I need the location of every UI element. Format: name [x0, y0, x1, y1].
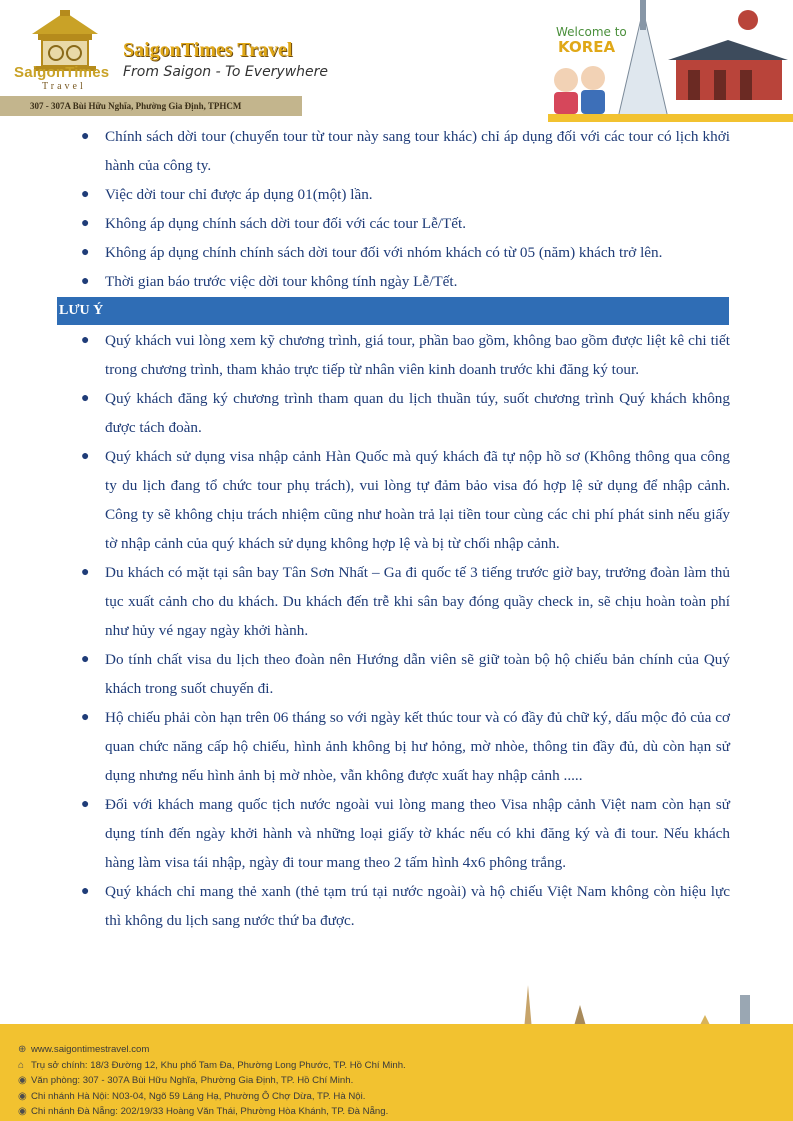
footer-contact — [18, 1042, 406, 1120]
list-item: ● Không áp dụng chính chính sách dời tour đối với nhóm khách có từ 05 (năm) khách trở lên. — [60, 238, 730, 267]
list-item: ● Quý khách đăng ký chương trình tham quan du lịch thuần túy, suốt chương trình Quý khách không được tách đoàn. — [60, 384, 730, 442]
bullet-icon: ● — [81, 797, 90, 812]
notes-list — [60, 326, 730, 935]
section-title-note: LƯU Ý — [57, 297, 729, 325]
bullet-icon: ● — [81, 565, 90, 580]
home-icon: ⌂ — [18, 1059, 25, 1071]
list-item: ● Quý khách vui lòng xem kỹ chương trình, giá tour, phần bao gồm, không bao gồm được liệt kê chi tiết trong chương trình, tham khảo trực tiếp từ nhân viên kinh doanh trước khi đăng ký tour. — [60, 326, 730, 384]
welcome-text: Welcome to — [556, 25, 627, 39]
list-item: ● Du khách có mặt tại sân bay Tân Sơn Nhất – Ga đi quốc tế 3 tiếng trước giờ bay, trưởng đoàn làm thủ tục xuất cảnh cho du khách. Du khách đến trễ khi sân bay đóng quầy check in, sẽ chịu hoàn toàn phí như hủy vé ngay ngày khởi hành. — [60, 558, 730, 645]
page-footer — [0, 1024, 793, 1121]
footer-danang-line: ◉ Chi nhánh Đà Nẵng: 202/19/33 Hoàng Văn Thái, Phường Hòa Khánh, TP. Đà Nẵng. — [18, 1104, 406, 1120]
korea-text: KOREA — [558, 38, 616, 56]
location-pin-icon: ◉ — [18, 1090, 27, 1102]
page-header — [0, 0, 793, 122]
brand-tagline: From Saigon - To Everywhere — [123, 64, 329, 80]
list-item: ● Không áp dụng chính sách dời tour đối với các tour Lễ/Tết. — [60, 209, 730, 238]
bullet-icon: ● — [81, 245, 90, 260]
bullet-icon: ● — [81, 129, 90, 144]
bullet-icon: ● — [81, 884, 90, 899]
bullet-icon: ● — [81, 391, 90, 406]
header-address: 307 - 307A Bùi Hữu Nghĩa, Phường Gia Định, TPHCM — [0, 96, 302, 116]
logo-wordmark: SaigonTimes — [14, 64, 110, 81]
list-item: ● Do tính chất visa du lịch theo đoàn nên Hướng dẫn viên sẽ giữ toàn bộ hộ chiếu bản chính của Quý khách trong suốt chuyến đi. — [60, 645, 730, 703]
bullet-icon: ● — [81, 216, 90, 231]
list-item: ● Hộ chiếu phải còn hạn trên 06 tháng so với ngày kết thúc tour và có đầy đủ chữ ký, dấu mộc đỏ của cơ quan chức năng cấp hộ chiếu, hình ảnh không bị hư hỏng, mờ nhòe, thông tin đầy đủ, dù còn hạn sử dụng nhưng nếu hình ảnh bị mờ nhòe, vẫn không được xuất hay nhập cảnh ..... — [60, 703, 730, 790]
footer-head-office-line: ⌂ Trụ sở chính: 18/3 Đường 12, Khu phố Tam Đa, Phường Long Phước, TP. Hồ Chí Minh. — [18, 1058, 406, 1074]
location-pin-icon: ◉ — [18, 1075, 27, 1086]
bullet-icon: ● — [81, 333, 90, 348]
welcome-korea-illustration — [548, 0, 793, 122]
bullet-icon: ● — [81, 274, 90, 289]
list-item: ● Chính sách dời tour (chuyển tour từ tour này sang tour khác) chỉ áp dụng đối với các tour có lịch khởi hành của công ty. — [60, 122, 730, 180]
list-item: ● Thời gian báo trước việc dời tour không tính ngày Lễ/Tết. — [60, 267, 730, 296]
footer-office-line: ◉ Văn phòng: 307 - 307A Bùi Hữu Nghĩa, Phường Gia Định, TP. Hồ Chí Minh. — [18, 1073, 406, 1089]
logo-subtext: Travel — [42, 81, 86, 92]
footer-website[interactable]: www.saigontimestravel.com — [31, 1044, 150, 1055]
list-item: ● Việc dời tour chỉ được áp dụng 01(một) lần. — [60, 180, 730, 209]
list-item: ● Đối với khách mang quốc tịch nước ngoài vui lòng mang theo Visa nhập cảnh Việt nam còn hạn sử dụng tính đến ngày khởi hành và những loại giấy tờ khác nếu có khi đăng ký và đi tour. Nếu khách hàng làm visa tái nhập, ngày đi tour mang theo 2 tấm hình 4x6 phông trắng. — [60, 790, 730, 877]
main-content — [60, 122, 730, 935]
footer-hanoi-line: ◉ Chi nhánh Hà Nội: N03-04, Ngõ 59 Láng Hạ, Phường Ô Chợ Dừa, TP. Hà Nội. — [18, 1089, 406, 1105]
tour-change-policy-list — [60, 122, 730, 296]
location-pin-icon: ◉ — [18, 1106, 27, 1117]
list-item: ● Quý khách chỉ mang thẻ xanh (thẻ tạm trú tại nước ngoài) và hộ chiếu Việt Nam không còn hiệu lực thì không du lịch sang nước thứ ba được. — [60, 877, 730, 935]
bullet-icon: ● — [81, 449, 90, 464]
list-item: ● Quý khách sử dụng visa nhập cảnh Hàn Quốc mà quý khách đã tự nộp hồ sơ (Không thông qua công ty du lịch đang tổ chức tour phụ trách), vui lòng tự đảm bảo visa đó hợp lệ sử dụng để nhập cảnh. Công ty sẽ không chịu trách nhiệm cũng như hoàn trả lại tiền tour cùng các chi phí phát sinh nếu giấy tờ nhập cảnh của quý khách sử dụng không hợp lệ và bị từ chối nhập cảnh. — [60, 442, 730, 558]
globe-icon: ⊕ — [18, 1044, 27, 1055]
footer-website-line — [18, 1042, 406, 1058]
bullet-icon: ● — [81, 652, 90, 667]
bullet-icon: ● — [81, 187, 90, 202]
bullet-icon: ● — [81, 710, 90, 725]
brand-name: SaigonTimes Travel — [123, 39, 293, 61]
